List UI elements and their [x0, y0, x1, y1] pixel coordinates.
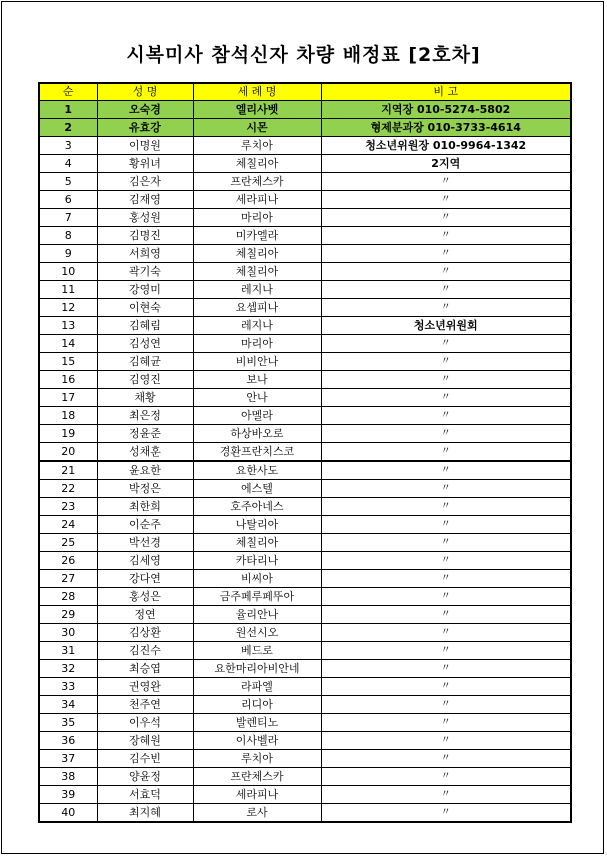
- row-name: 최승엽: [97, 660, 193, 678]
- header-remarks: 비 고: [321, 83, 571, 101]
- row-number: 18: [39, 407, 97, 425]
- row-name: 장혜원: [97, 732, 193, 750]
- table-row: [39, 407, 571, 425]
- row-number: 34: [39, 696, 97, 714]
- table-row: [39, 443, 571, 462]
- row-baptismal-name: 금주페루페뚜아: [193, 588, 321, 606]
- row-number: 11: [39, 281, 97, 299]
- row-name: 이명원: [97, 137, 193, 155]
- row-baptismal-name: 마리아: [193, 209, 321, 227]
- row-name: 이현숙: [97, 299, 193, 317]
- row-baptismal-name: 하상바오로: [193, 425, 321, 443]
- table-row: [39, 642, 571, 660]
- row-remarks: 〃: [321, 588, 571, 606]
- row-name: 곽기숙: [97, 263, 193, 281]
- table-row: [39, 227, 571, 245]
- row-remarks: 〃: [321, 173, 571, 191]
- row-number: 25: [39, 534, 97, 552]
- row-number: 30: [39, 624, 97, 642]
- row-name: 채황: [97, 389, 193, 407]
- table-row: [39, 425, 571, 443]
- table-row: [39, 678, 571, 696]
- table-row: [39, 299, 571, 317]
- table-row: [39, 606, 571, 624]
- row-name: 이우석: [97, 714, 193, 732]
- row-number: 2: [39, 119, 97, 137]
- row-name: 최한희: [97, 498, 193, 516]
- row-baptismal-name: 체칠리아: [193, 263, 321, 281]
- table-row: [39, 209, 571, 227]
- row-remarks: 〃: [321, 335, 571, 353]
- table-row: [39, 101, 571, 119]
- table-row: [39, 516, 571, 534]
- table-row: [39, 732, 571, 750]
- row-baptismal-name: 라파엘: [193, 678, 321, 696]
- row-number: 4: [39, 155, 97, 173]
- row-number: 29: [39, 606, 97, 624]
- row-name: 박정은: [97, 480, 193, 498]
- table-row: [39, 263, 571, 281]
- row-baptismal-name: 발렌티노: [193, 714, 321, 732]
- table-row: [39, 335, 571, 353]
- row-name: 박선경: [97, 534, 193, 552]
- row-remarks: 청소년위원장 010-9964-1342: [321, 137, 571, 155]
- row-baptismal-name: 나탈리아: [193, 516, 321, 534]
- table-row: [39, 245, 571, 263]
- row-baptismal-name: 미카엘라: [193, 227, 321, 245]
- header-baptismal-name: 세 례 명: [193, 83, 321, 101]
- row-number: 37: [39, 750, 97, 768]
- row-remarks: 지역장 010-5274-5802: [321, 101, 571, 119]
- row-baptismal-name: 율리안나: [193, 606, 321, 624]
- row-baptismal-name: 아멜라: [193, 407, 321, 425]
- row-number: 6: [39, 191, 97, 209]
- row-name: 김은자: [97, 173, 193, 191]
- table-row: [39, 389, 571, 407]
- row-number: 36: [39, 732, 97, 750]
- row-baptismal-name: 프란체스카: [193, 768, 321, 786]
- row-remarks: 〃: [321, 660, 571, 678]
- row-remarks: 〃: [321, 804, 571, 823]
- row-name: 강영미: [97, 281, 193, 299]
- row-baptismal-name: 이사벨라: [193, 732, 321, 750]
- table-row: [39, 714, 571, 732]
- row-baptismal-name: 시몬: [193, 119, 321, 137]
- row-name: 강다연: [97, 570, 193, 588]
- row-remarks: 〃: [321, 768, 571, 786]
- table-row: [39, 660, 571, 678]
- row-name: 김혜림: [97, 317, 193, 335]
- row-baptismal-name: 루치아: [193, 750, 321, 768]
- row-number: 7: [39, 209, 97, 227]
- row-number: 13: [39, 317, 97, 335]
- row-remarks: 청소년위원회: [321, 317, 571, 335]
- table-row: [39, 624, 571, 642]
- row-remarks: 〃: [321, 624, 571, 642]
- row-baptismal-name: 로사: [193, 804, 321, 823]
- row-name: 김혜균: [97, 353, 193, 371]
- row-number: 15: [39, 353, 97, 371]
- row-number: 17: [39, 389, 97, 407]
- row-baptismal-name: 루치아: [193, 137, 321, 155]
- table-row: [39, 498, 571, 516]
- table-row: [39, 786, 571, 804]
- row-name: 김상환: [97, 624, 193, 642]
- row-number: 32: [39, 660, 97, 678]
- row-remarks: 〃: [321, 678, 571, 696]
- row-remarks: 형제분과장 010-3733-4614: [321, 119, 571, 137]
- row-baptismal-name: 세라피나: [193, 191, 321, 209]
- row-baptismal-name: 비비안나: [193, 353, 321, 371]
- row-baptismal-name: 리디아: [193, 696, 321, 714]
- row-remarks: 〃: [321, 696, 571, 714]
- row-remarks: 〃: [321, 714, 571, 732]
- row-remarks: 〃: [321, 209, 571, 227]
- row-number: 9: [39, 245, 97, 263]
- row-number: 1: [39, 101, 97, 119]
- row-number: 31: [39, 642, 97, 660]
- row-remarks: 〃: [321, 642, 571, 660]
- row-remarks: 〃: [321, 299, 571, 317]
- row-baptismal-name: 레지나: [193, 317, 321, 335]
- row-name: 최지혜: [97, 804, 193, 823]
- row-remarks: 〃: [321, 227, 571, 245]
- row-baptismal-name: 레지나: [193, 281, 321, 299]
- row-remarks: 〃: [321, 461, 571, 480]
- row-name: 양윤정: [97, 768, 193, 786]
- table-row: [39, 750, 571, 768]
- row-baptismal-name: 체칠리아: [193, 534, 321, 552]
- row-baptismal-name: 안나: [193, 389, 321, 407]
- row-baptismal-name: 베드로: [193, 642, 321, 660]
- table-row: [39, 570, 571, 588]
- table-row: [39, 768, 571, 786]
- header-number: 순: [39, 83, 97, 101]
- row-number: 3: [39, 137, 97, 155]
- row-baptismal-name: 경환프란치스코: [193, 443, 321, 462]
- row-name: 김세영: [97, 552, 193, 570]
- header-name: 성 명: [97, 83, 193, 101]
- row-name: 오숙경: [97, 101, 193, 119]
- row-baptismal-name: 요셉피나: [193, 299, 321, 317]
- row-baptismal-name: 요한마리아비안네: [193, 660, 321, 678]
- row-remarks: 〃: [321, 786, 571, 804]
- row-number: 39: [39, 786, 97, 804]
- row-remarks: 〃: [321, 245, 571, 263]
- row-number: 21: [39, 461, 97, 480]
- row-baptismal-name: 카타리나: [193, 552, 321, 570]
- table-row: [39, 480, 571, 498]
- row-number: 20: [39, 443, 97, 462]
- row-name: 홍성원: [97, 209, 193, 227]
- row-name: 서효덕: [97, 786, 193, 804]
- table-row: [39, 173, 571, 191]
- row-number: 19: [39, 425, 97, 443]
- row-name: 김수빈: [97, 750, 193, 768]
- row-name: 김진수: [97, 642, 193, 660]
- table-row: [39, 137, 571, 155]
- table-row: [39, 461, 571, 480]
- row-number: 28: [39, 588, 97, 606]
- row-baptismal-name: 세라피나: [193, 786, 321, 804]
- row-remarks: 〃: [321, 498, 571, 516]
- row-remarks: 〃: [321, 389, 571, 407]
- row-name: 정윤준: [97, 425, 193, 443]
- row-number: 8: [39, 227, 97, 245]
- row-number: 40: [39, 804, 97, 823]
- row-baptismal-name: 체칠리아: [193, 155, 321, 173]
- table-row: [39, 552, 571, 570]
- table-row: [39, 281, 571, 299]
- row-remarks: 〃: [321, 407, 571, 425]
- row-name: 권영완: [97, 678, 193, 696]
- row-name: 이순주: [97, 516, 193, 534]
- row-name: 김명진: [97, 227, 193, 245]
- table-row: [39, 804, 571, 823]
- table-row: [39, 119, 571, 137]
- row-remarks: 〃: [321, 570, 571, 588]
- row-baptismal-name: 원선시오: [193, 624, 321, 642]
- row-number: 35: [39, 714, 97, 732]
- row-name: 윤요한: [97, 461, 193, 480]
- row-baptismal-name: 비씨아: [193, 570, 321, 588]
- row-name: 김재영: [97, 191, 193, 209]
- page-title: 시복미사 참석신자 차량 배정표 [2호차]: [126, 44, 481, 66]
- row-baptismal-name: 엘리사벳: [193, 101, 321, 119]
- row-baptismal-name: 호주아네스: [193, 498, 321, 516]
- seating-table: [38, 82, 572, 823]
- table-row: [39, 155, 571, 173]
- row-name: 천주연: [97, 696, 193, 714]
- row-remarks: 〃: [321, 480, 571, 498]
- row-remarks: 〃: [321, 552, 571, 570]
- table-row: [39, 534, 571, 552]
- row-number: 38: [39, 768, 97, 786]
- table-row: [39, 191, 571, 209]
- row-remarks: 2지역: [321, 155, 571, 173]
- row-name: 황위녀: [97, 155, 193, 173]
- row-number: 16: [39, 371, 97, 389]
- row-number: 26: [39, 552, 97, 570]
- table-row: [39, 588, 571, 606]
- row-baptismal-name: 프란체스카: [193, 173, 321, 191]
- row-number: 5: [39, 173, 97, 191]
- table-row: [39, 371, 571, 389]
- row-remarks: 〃: [321, 732, 571, 750]
- row-remarks: 〃: [321, 606, 571, 624]
- table-row: [39, 696, 571, 714]
- row-number: 14: [39, 335, 97, 353]
- row-number: 24: [39, 516, 97, 534]
- row-number: 12: [39, 299, 97, 317]
- row-remarks: 〃: [321, 281, 571, 299]
- row-remarks: 〃: [321, 534, 571, 552]
- row-baptismal-name: 보나: [193, 371, 321, 389]
- row-baptismal-name: 에스텔: [193, 480, 321, 498]
- row-remarks: 〃: [321, 191, 571, 209]
- row-remarks: 〃: [321, 516, 571, 534]
- row-baptismal-name: 요한사도: [193, 461, 321, 480]
- row-baptismal-name: 체칠리아: [193, 245, 321, 263]
- row-name: 김영진: [97, 371, 193, 389]
- row-name: 유효강: [97, 119, 193, 137]
- row-number: 22: [39, 480, 97, 498]
- row-remarks: 〃: [321, 425, 571, 443]
- row-remarks: 〃: [321, 263, 571, 281]
- row-number: 27: [39, 570, 97, 588]
- row-remarks: 〃: [321, 353, 571, 371]
- table-header-row: [39, 83, 571, 101]
- row-name: 서희영: [97, 245, 193, 263]
- row-remarks: 〃: [321, 443, 571, 462]
- row-name: 홍성은: [97, 588, 193, 606]
- row-number: 10: [39, 263, 97, 281]
- row-name: 성채훈: [97, 443, 193, 462]
- row-remarks: 〃: [321, 750, 571, 768]
- row-number: 23: [39, 498, 97, 516]
- row-name: 김성연: [97, 335, 193, 353]
- table-row: [39, 317, 571, 335]
- row-name: 정연: [97, 606, 193, 624]
- row-name: 최은정: [97, 407, 193, 425]
- row-baptismal-name: 마리아: [193, 335, 321, 353]
- row-number: 33: [39, 678, 97, 696]
- table-row: [39, 353, 571, 371]
- row-remarks: 〃: [321, 371, 571, 389]
